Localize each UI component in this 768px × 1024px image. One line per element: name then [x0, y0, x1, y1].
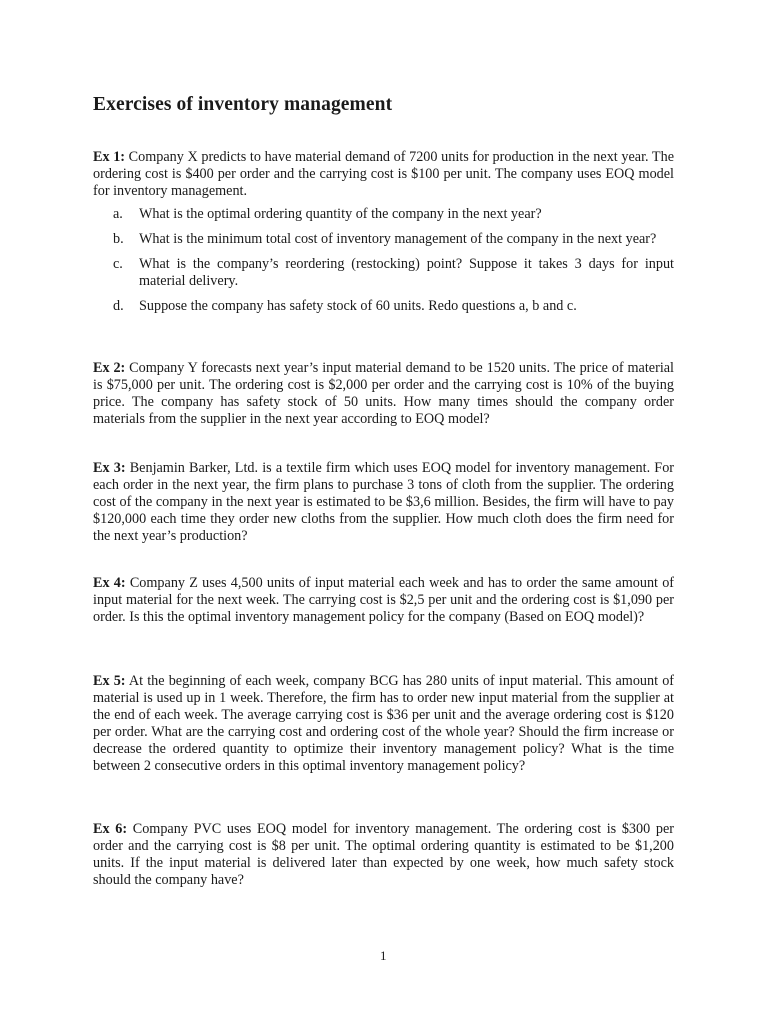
question-a-text: What is the optimal ordering quantity of the company in the next year? [139, 206, 542, 222]
exercise-5-text: At the beginning of each week, company BCG has 280 units of input material. This amount of material is used up in 1 week. Therefore, the firm has to order new input material from the supplier at the end of each week. The average carrying cost is $36 per unit and the average ordering cost is $120 per order. What are the carrying cost and ordering cost of the whole year? Should the firm increase or decrease the ordered quantity to optimize their inventory management policy? What is the time between 2 consecutive orders in this optimal inventory management policy? [93, 673, 675, 774]
exercise-3-label: Ex 3: [93, 460, 126, 476]
exercise-5-label: Ex 5: [93, 673, 126, 689]
exercise-5 [93, 673, 674, 775]
question-d-text: Suppose the company has safety stock of 60 units. Redo questions a, b and c. [139, 298, 577, 314]
exercise-6-text: Company PVC uses EOQ model for inventory management. The ordering cost is $300 per order and the carrying cost is $8 per unit. The optimal ordering quantity is estimated to be $1,200 units. If the input material is delivered later than expected by one week, how much safety stock should the company have? [93, 821, 675, 888]
question-c-text: What is the company’s reordering (restocking) point? Suppose it takes 3 days for input material delivery. [139, 256, 674, 289]
question-a [113, 206, 674, 223]
question-b [113, 231, 674, 248]
question-c-marker: c. [113, 256, 123, 272]
exercise-6-label: Ex 6: [93, 821, 128, 837]
exercise-2 [93, 360, 674, 428]
question-b-marker: b. [113, 231, 124, 247]
exercise-1 [93, 149, 674, 200]
question-b-text: What is the minimum total cost of inventory management of the company in the next year? [139, 231, 657, 247]
exercise-1-label: Ex 1: [93, 149, 126, 165]
question-c [113, 256, 674, 290]
exercise-6 [93, 821, 674, 889]
exercise-2-label: Ex 2: [93, 360, 126, 376]
exercise-4-text: Company Z uses 4,500 units of input material each week and has to order the same amount of input material for the next week. The carrying cost is $2,5 per unit and the ordering cost is $1,090 per order. Is this the optimal inventory management policy for the company (Based on EOQ model)? [93, 575, 675, 625]
exercise-1-text: Company X predicts to have material demand of 7200 units for production in the next year. The ordering cost is $400 per order and the carrying cost is $100 per unit. The company uses EOQ model for inventory management. [93, 149, 674, 199]
exercise-4-label: Ex 4: [93, 575, 126, 591]
exercise-3-text: Benjamin Barker, Ltd. is a textile firm which uses EOQ model for inventory management. For each order in the next year, the firm plans to purchase 3 tons of cloth from the supplier. The ordering cost of the company in the next year is estimated to be $3,6 million. Besides, the firm will have to pay $120,000 each time they order new cloths from the supplier. How much cloth does the firm need for the next year’s production? [93, 460, 675, 544]
exercise-4 [93, 575, 674, 626]
question-a-marker: a. [113, 206, 123, 222]
question-d [113, 298, 674, 315]
question-d-marker: d. [113, 298, 124, 314]
exercise-2-text: Company Y forecasts next year’s input material demand to be 1520 units. The price of material is $75,000 per unit. The ordering cost is $2,000 per order and the carrying cost is 10% of the buying price. The company has safety stock of 50 units. How many times should the company order materials from the supplier in the next year according to EOQ model? [93, 360, 674, 427]
page-number: 1 [380, 948, 387, 963]
exercise-3 [93, 460, 674, 545]
exercise-1-questions [113, 206, 674, 323]
document-title: Exercises of inventory management [93, 94, 393, 115]
